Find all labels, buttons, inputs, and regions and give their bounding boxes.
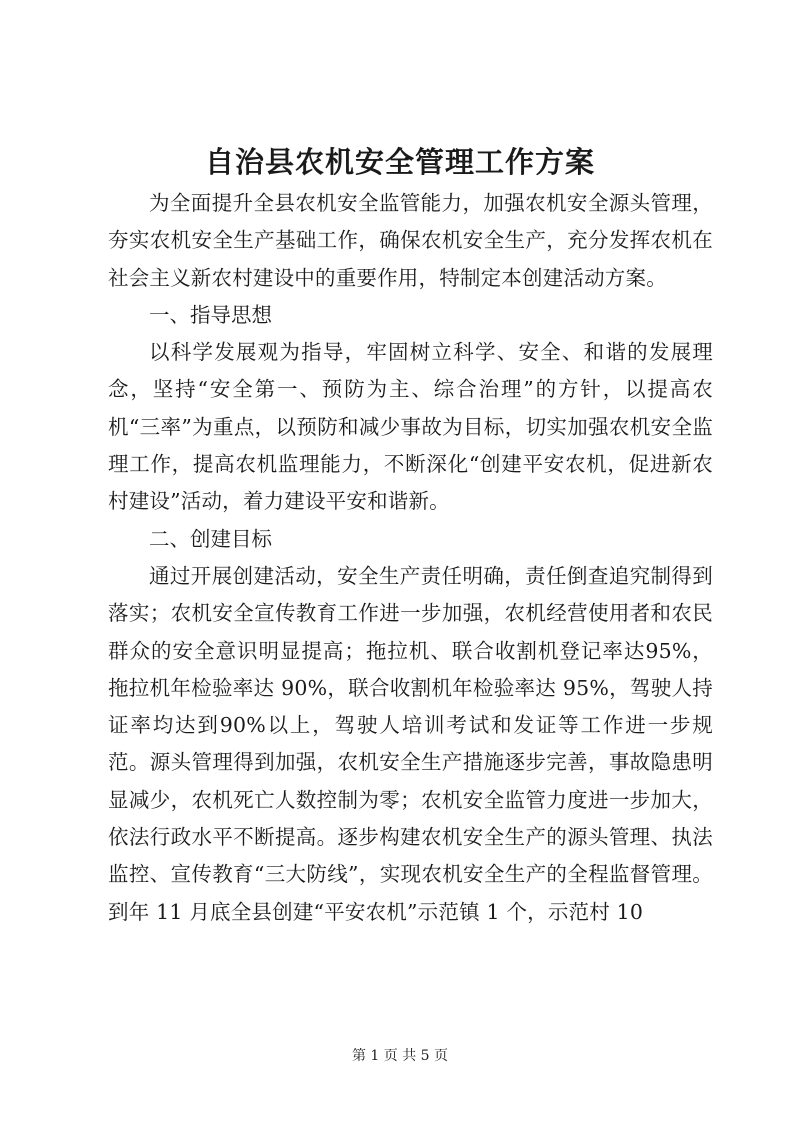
section-heading-goals: 二、创建目标 (149, 526, 272, 551)
page-footer: 第 1 页 共 5 页 (351, 1048, 449, 1064)
intro-paragraph: 为全面提升全县农机安全监管能力，加强农机安全源头管理，夯实农机安全生产基础工作，确保农机安全生产，充分发挥农机在社会主义新农村建设中的重要作用，特制定本创建活动方案。 (108, 191, 713, 290)
goals-paragraph: 通过开展创建活动，安全生产责任明确，责任倒查追究制得到落实；农机安全宣传教育工作进一步加强，农机经营使用者和农民群众的安全意识明显提高；拖拉机、联合收割机登记率达95%，拖拉机年检验率达 90%，联合收割机年检验率达 95%，驾驶人持证率均达到90%以上，驾驶人培训考试和发证等工作进一步规范。源头管理得到加强，农机安全生产措施逐步完善，事故隐患明显减少，农机死亡人数控制为零；农机安全监管力度进一步加大，依法行政水平不断提高。逐步构建农机安全生产的源头管理、执法监控、宣传教育“三大防线”，实现农机安全生产的全程监督管理。到年 11 月底全县创建“平安农机”示范镇 1 个，示范村 10 (108, 563, 713, 924)
guiding-ideology-paragraph: 以科学发展观为指导，牢固树立科学、安全、和谐的发展理念，坚持“安全第一、预防为主、综合治理”的方针，以提高农机“三率”为重点，以预防和减少事故为目标，切实加强农机安全监理工作，提高农机监理能力，不断深化“创建平安农机，促进新农村建设”活动，着力建设平安和谐新。 (108, 340, 713, 514)
section-heading-guiding-ideology: 一、指导思想 (149, 302, 272, 327)
document-title: 自治县农机安全管理工作方案 (204, 145, 595, 179)
document-body (108, 185, 713, 931)
